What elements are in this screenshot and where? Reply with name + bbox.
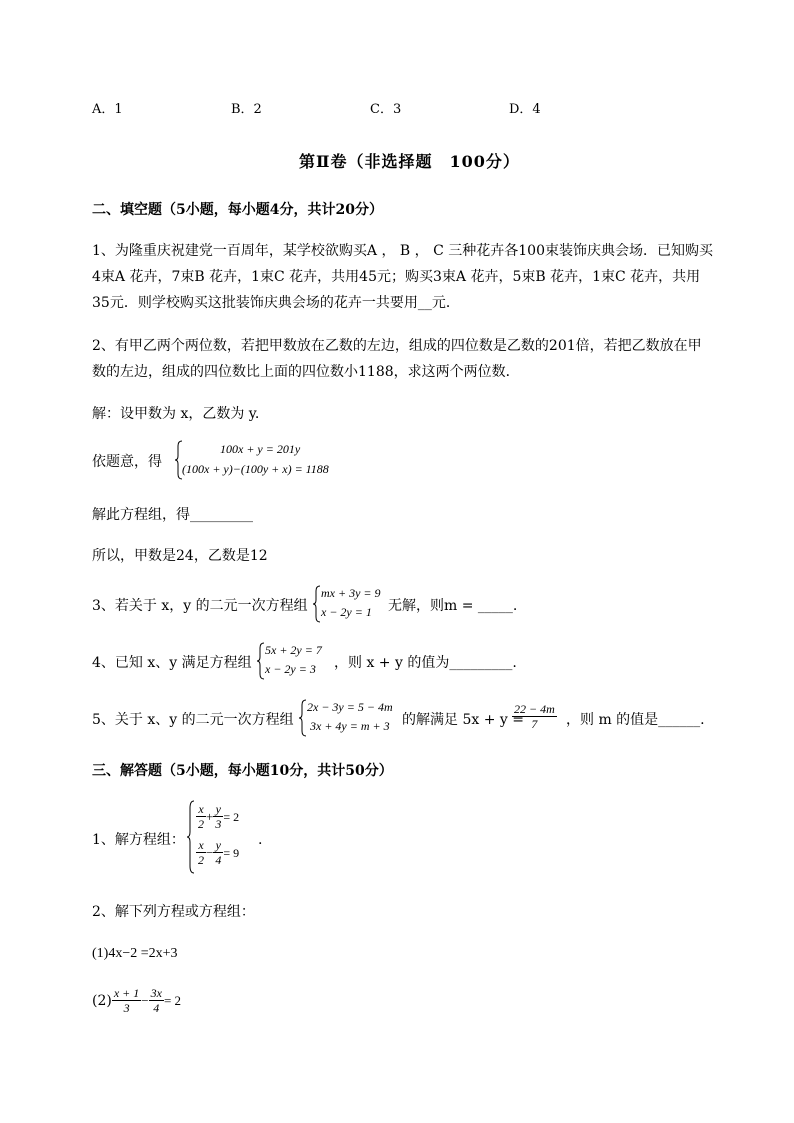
solve-q2-part2 [92,986,181,1015]
solve-q1-r1-den1: 2 [198,817,204,831]
solve-q1-r2-num2: y [213,838,223,853]
left-brace-icon [186,800,196,874]
fill-q5-frac-den: 7 [531,717,538,731]
fill-q2-line1: 2、有甲乙两个两位数，若把甲数放在乙数的左边，组成的四位数是乙数的201倍，若把乙数放在甲 [92,338,702,354]
fill-q2-answer: 所以，甲数是24，乙数是12 [92,548,268,564]
solve-q1-suffix: . [258,832,263,848]
fill-q5-prefix: 5、关于 x、y 的二元一次方程组 [92,712,294,728]
fill-q3-prefix: 3、若关于 x，y 的二元一次方程组 [92,598,308,614]
fill-q2-equation-system [174,440,364,480]
solve-q1-r1-op: + [206,809,214,824]
solve-q1-r1-num1: x [196,802,206,817]
solve-q1-r1-den2: 3 [215,817,222,831]
fill-q5-eq1: 2x − 3y = 5 − 4m [307,700,393,714]
solve-section-heading: 三、解答题（5小题，每小题10分，共计50分） [92,763,393,779]
fill-q2-eq2: (100x + y)−(100y + x) = 1188 [182,462,329,476]
solve-q1-r2-den2: 4 [215,853,222,867]
fill-q4-eq2: x − 2y = 3 [265,662,316,676]
fill-q1-line3: 35元．则学校购买这批装饰庆典会场的花卉一共要用__元． [92,295,460,311]
solve-q1-r2-rhs: = 9 [223,846,240,860]
solve-q2-p2-num1: x + 1 [113,986,140,1000]
fill-q2-system-prefix: 依题意，得 [92,454,162,470]
part2-title: 第Ⅱ卷（非选择题 100分） [299,152,520,171]
solve-q2-title: 2、解下列方程或方程组： [92,904,255,920]
solve-q1-prefix: 1、解方程组： [92,832,185,848]
fill-section-heading: 二、填空题（5小题，每小题4分，共计20分） [92,202,383,218]
solve-q1-equation-system [186,800,266,874]
fill-q4-prefix: 4、已知 x、y 满足方程组 [92,655,252,671]
solve-q2-part2-prefix: (2) [92,993,112,1009]
solve-q1-r2-op: − [206,845,214,860]
solve-q2-p2-den1: 3 [123,1001,130,1015]
option-b: B．2 [231,102,262,117]
solve-q1-r1-rhs: = 2 [223,810,240,824]
fill-q3-equation-system [312,585,392,623]
fill-q5-suffix: ，则 m 的值是______. [566,712,705,728]
fill-q5-eq2: 3x + 4y = m + 3 [310,719,390,733]
fill-q2-solve-step: 解此方程组，得_________ [92,507,253,523]
solve-q2-p2-num2: 3x [150,986,162,1000]
fill-q5-equation-system [298,699,402,737]
option-d: D．4 [509,102,541,117]
fill-q5-fraction [512,702,557,731]
solve-q1-r1-num2: y [213,802,223,817]
fill-q3-suffix: 无解，则m = _____. [388,598,518,614]
fill-q1-line1: 1、为隆重庆祝建党一百周年，某学校欲购买A ， B ， C 三种花卉各100束装饰庆典会场．已知购买 [92,243,713,259]
solve-q2-p2-rhs: = 2 [163,993,182,1008]
fill-q4-eq1: 5x + 2y = 7 [265,643,322,657]
fill-q4-suffix: ，则 x + y 的值为_________. [334,655,517,671]
fill-q3-eq2: x − 2y = 1 [321,605,372,619]
solve-q2-p2-op: − [141,993,149,1008]
option-a: A．1 [92,102,123,117]
solve-q1-r2-num1: x [196,838,206,853]
solve-q2-part1: (1)4x−2 =2x+3 [92,946,178,961]
fill-q3-eq1: mx + 3y = 9 [321,586,381,600]
fill-q1-line2: 4束A 花卉，7束B 花卉，1束C 花卉，共用45元；购买3束A 花卉，5束B 花卉，1束C 花卉，共用 [92,269,701,285]
fill-q5-frac-num: 22 − 4m [514,702,555,716]
option-c: C．3 [370,102,402,117]
fill-q2-eq1: 100x + y = 201y [220,442,301,456]
fill-q4-equation-system [256,642,336,680]
fill-q2-solution-setup: 解：设甲数为 x，乙数为 y. [92,406,260,422]
solve-q2-p2-den2: 4 [153,1001,160,1015]
solve-q1-r2-den1: 2 [198,853,204,867]
fill-q2-line2: 数的左边，组成的四位数比上面的四位数小1188，求这两个两位数． [92,364,520,380]
fill-q5-mid: 的解满足 5x + y = [402,712,524,728]
